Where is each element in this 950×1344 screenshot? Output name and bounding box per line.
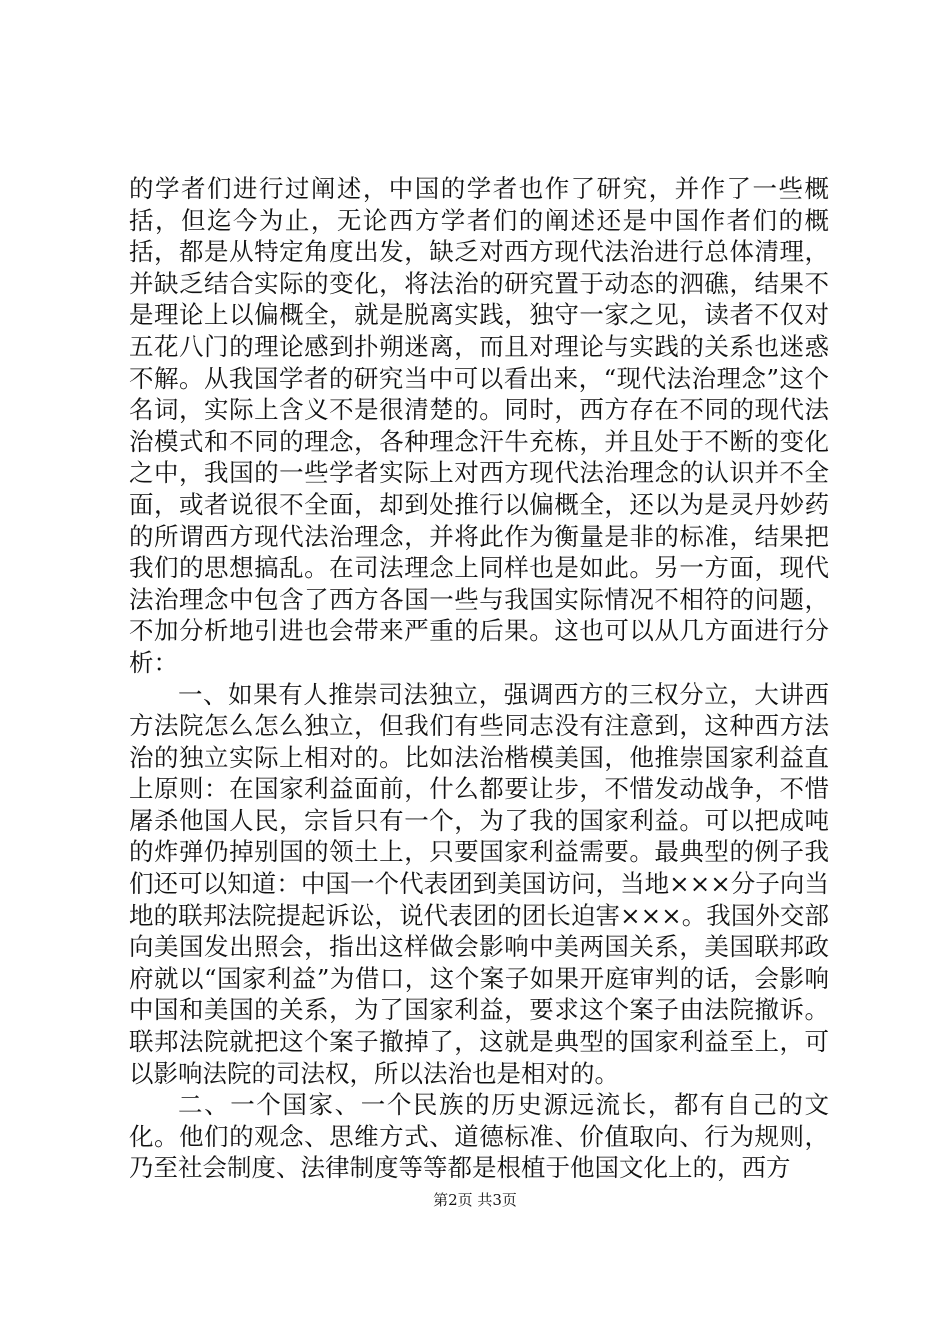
document-body xyxy=(129,173,829,1184)
paragraph-1: 的学者们进行过阐述，中国的学者也作了研究，并作了一些概括，但迄今为止，无论西方学者们的阐述还是中国作者们的概括，都是从特定角度出发，缺乏对西方现代法治进行总体清理，并缺乏结合实际的变化，将法治的研究置于动态的泗礁，结果不是理论上以偏概全，就是脱离实践，独守一家之见，读者不仅对五花八门的理论感到扑朔迷离，而且对理论与实践的关系也迷惑不解。从我国学者的研究当中可以看出来，“现代法治理念”这个名词，实际上含义不是很清楚的。同时，西方存在不同的现代法治模式和不同的理念，各种理念汗牛充栋，并且处于不断的变化之中，我国的一些学者实际上对西方现代法治理念的认识并不全面，或者说很不全面，却到处推行以偏概全，还以为是灵丹妙药的所谓西方现代法治理念，并将此作为衡量是非的标准，结果把我们的思想搞乱。在司法理念上同样也是如此。另一方面，现代法治理念中包含了西方各国一些与我国实际情况不相符的问题，不加分析地引进也会带来严重的后果。这也可以从几方面进行分析： xyxy=(129,174,829,677)
paragraph-3: 二、一个国家、一个民族的历史源远流长，都有自己的文化。他们的观念、思维方式、道德标准、价值取向、行为规则，乃至社会制度、法律制度等等都是根植于他国文化上的，西方 xyxy=(129,1090,829,1183)
page-footer: 第2页 共3页 xyxy=(433,1191,517,1209)
paragraph-2: 一、如果有人推崇司法独立，强调西方的三权分立，大讲西方法院怎么怎么独立，但我们有些同志没有注意到，这种西方法治的独立实际上相对的。比如法治楷模美国，他推崇国家利益直上原则：在国家利益面前，什么都要让步，不惜发动战争，不惜屠杀他国人民，宗旨只有一个，为了我的国家利益。可以把成吨的炸弹仍掉别国的领土上，只要国家利益需要。最典型的例子我们还可以知道：中国一个代表团到美国访问，当地×××分子向当地的联邦法院提起诉讼，说代表团的团长迫害×××。我国外交部向美国发出照会，指出这样做会影响中美两国关系，美国联邦政府就以“国家利益”为借口，这个案子如果开庭审判的话，会影响中国和美国的关系，为了国家利益，要求这个案子由法院撤诉。联邦法院就把这个案子撤掉了，这就是典型的国家利益至上，可以影响法院的司法权，所以法治也是相对的。 xyxy=(129,679,829,1088)
